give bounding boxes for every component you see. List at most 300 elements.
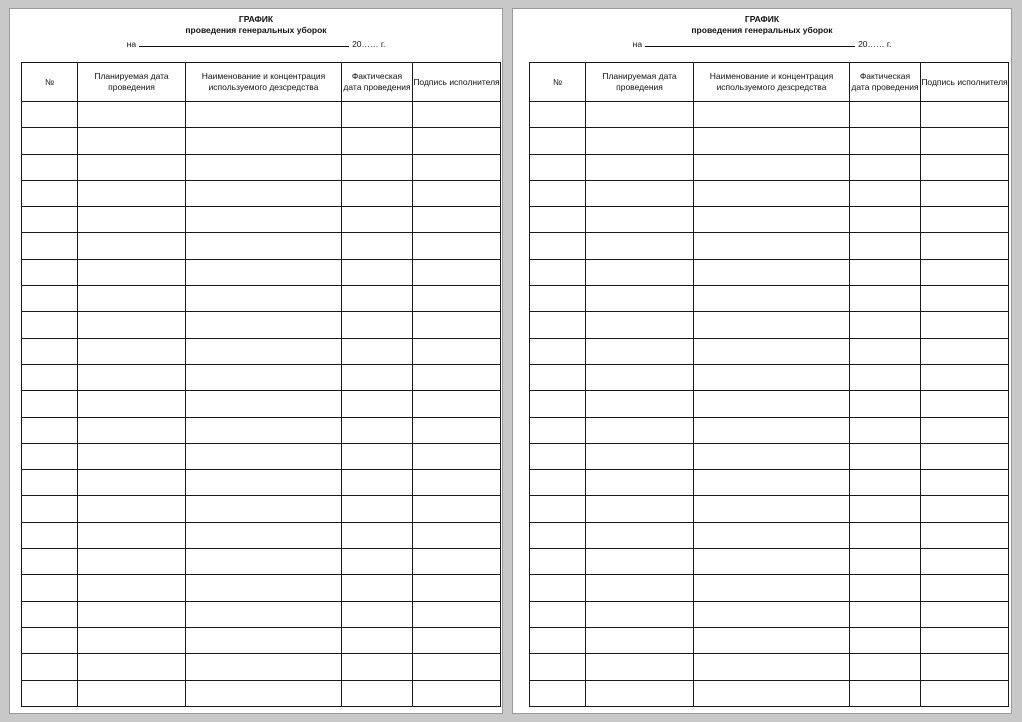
table-row (530, 102, 1009, 128)
cell-disinfectant[interactable] (694, 522, 850, 548)
table-row (22, 102, 501, 128)
cell-actual-date[interactable] (850, 417, 921, 443)
cell-planned-date[interactable] (78, 102, 186, 128)
cell-number[interactable] (530, 180, 586, 206)
cell-number[interactable] (22, 259, 78, 285)
cell-signature[interactable] (413, 417, 501, 443)
cell-actual-date[interactable] (342, 601, 413, 627)
date-prefix: на (126, 39, 137, 49)
cell-planned-date[interactable] (78, 654, 186, 680)
table-row (530, 417, 1009, 443)
cell-planned-date[interactable] (78, 364, 186, 390)
cell-disinfectant[interactable] (694, 417, 850, 443)
cell-number[interactable] (22, 654, 78, 680)
cell-actual-date[interactable] (342, 496, 413, 522)
cell-signature[interactable] (413, 286, 501, 312)
cell-planned-date[interactable] (586, 654, 694, 680)
cell-disinfectant[interactable] (694, 102, 850, 128)
cell-disinfectant[interactable] (186, 259, 342, 285)
cell-number[interactable] (530, 259, 586, 285)
cell-signature[interactable] (413, 207, 501, 233)
cell-number[interactable] (22, 312, 78, 338)
cell-planned-date[interactable] (586, 601, 694, 627)
cell-actual-date[interactable] (850, 575, 921, 601)
header-number: № (22, 63, 78, 102)
cell-signature[interactable] (413, 180, 501, 206)
cell-signature[interactable] (413, 259, 501, 285)
cell-number[interactable] (530, 680, 586, 706)
cell-planned-date[interactable] (586, 443, 694, 469)
cell-signature[interactable] (921, 627, 1009, 653)
cell-signature[interactable] (921, 549, 1009, 575)
cell-number[interactable] (530, 102, 586, 128)
table-row (22, 496, 501, 522)
cell-actual-date[interactable] (850, 549, 921, 575)
cell-signature[interactable] (921, 654, 1009, 680)
cell-actual-date[interactable] (850, 128, 921, 154)
date-suffix: 20…… г. (352, 39, 386, 49)
cell-disinfectant[interactable] (694, 496, 850, 522)
cell-actual-date[interactable] (342, 417, 413, 443)
cell-actual-date[interactable] (342, 575, 413, 601)
cell-disinfectant[interactable] (694, 128, 850, 154)
cell-planned-date[interactable] (78, 233, 186, 259)
cell-planned-date[interactable] (78, 312, 186, 338)
cell-planned-date[interactable] (78, 496, 186, 522)
cell-planned-date[interactable] (78, 259, 186, 285)
cell-disinfectant[interactable] (186, 496, 342, 522)
cell-actual-date[interactable] (850, 680, 921, 706)
cell-actual-date[interactable] (850, 338, 921, 364)
cell-signature[interactable] (921, 286, 1009, 312)
cell-actual-date[interactable] (342, 654, 413, 680)
cell-actual-date[interactable] (850, 154, 921, 180)
cell-disinfectant[interactable] (694, 364, 850, 390)
table-row (22, 391, 501, 417)
cell-disinfectant[interactable] (694, 680, 850, 706)
cell-planned-date[interactable] (78, 522, 186, 548)
table-row (530, 312, 1009, 338)
table-row (530, 680, 1009, 706)
cell-actual-date[interactable] (342, 680, 413, 706)
cell-planned-date[interactable] (586, 680, 694, 706)
sheet-subtitle: проведения генеральных уборок (185, 25, 327, 35)
cell-actual-date[interactable] (850, 522, 921, 548)
cell-planned-date[interactable] (586, 496, 694, 522)
cell-number[interactable] (22, 338, 78, 364)
cell-signature[interactable] (921, 443, 1009, 469)
cell-planned-date[interactable] (586, 338, 694, 364)
table-row (22, 680, 501, 706)
cell-planned-date[interactable] (78, 417, 186, 443)
table-row (530, 180, 1009, 206)
cell-actual-date[interactable] (342, 128, 413, 154)
cell-disinfectant[interactable] (694, 312, 850, 338)
table-row (530, 654, 1009, 680)
cell-signature[interactable] (921, 391, 1009, 417)
cell-signature[interactable] (921, 417, 1009, 443)
table-row (530, 128, 1009, 154)
date-prefix: на (632, 39, 643, 49)
cell-signature[interactable] (413, 364, 501, 390)
header-number: № (530, 63, 586, 102)
cell-number[interactable] (22, 364, 78, 390)
cell-number[interactable] (22, 549, 78, 575)
cell-disinfectant[interactable] (694, 207, 850, 233)
cell-actual-date[interactable] (850, 286, 921, 312)
header-actual-date: Фактическая дата проведения (850, 63, 921, 102)
cell-planned-date[interactable] (78, 286, 186, 312)
cell-signature[interactable] (413, 391, 501, 417)
cell-signature[interactable] (413, 549, 501, 575)
cell-planned-date[interactable] (586, 391, 694, 417)
cell-number[interactable] (22, 391, 78, 417)
cell-number[interactable] (530, 417, 586, 443)
table-row (530, 364, 1009, 390)
cell-signature[interactable] (921, 470, 1009, 496)
cell-number[interactable] (22, 627, 78, 653)
cell-number[interactable] (22, 154, 78, 180)
cell-disinfectant[interactable] (694, 601, 850, 627)
header-signature: Подпись исполнителя (413, 63, 501, 102)
table-row (530, 627, 1009, 653)
cell-planned-date[interactable] (78, 180, 186, 206)
cell-disinfectant[interactable] (186, 154, 342, 180)
table-row (530, 470, 1009, 496)
cell-number[interactable] (530, 128, 586, 154)
table-row (22, 364, 501, 390)
cell-disinfectant[interactable] (186, 522, 342, 548)
table-row (22, 180, 501, 206)
cell-disinfectant[interactable] (186, 601, 342, 627)
table-row (530, 549, 1009, 575)
table-row (530, 443, 1009, 469)
cell-disinfectant[interactable] (694, 259, 850, 285)
table-row (22, 233, 501, 259)
cell-planned-date[interactable] (586, 259, 694, 285)
cell-signature[interactable] (921, 601, 1009, 627)
cell-disinfectant[interactable] (694, 180, 850, 206)
cell-signature[interactable] (413, 338, 501, 364)
header-signature: Подпись исполнителя (921, 63, 1009, 102)
cell-number[interactable] (530, 470, 586, 496)
cell-signature[interactable] (413, 102, 501, 128)
cell-planned-date[interactable] (586, 102, 694, 128)
sheet-subtitle: проведения генеральных уборок (691, 25, 833, 35)
cell-signature[interactable] (413, 496, 501, 522)
cell-number[interactable] (530, 654, 586, 680)
table-row (530, 259, 1009, 285)
cell-signature[interactable] (413, 154, 501, 180)
date-blank-field[interactable] (139, 38, 349, 47)
table-row (22, 338, 501, 364)
cell-planned-date[interactable] (586, 549, 694, 575)
table-row (22, 575, 501, 601)
cell-signature[interactable] (413, 312, 501, 338)
cell-actual-date[interactable] (342, 627, 413, 653)
date-line (10, 38, 502, 50)
cell-disinfectant[interactable] (186, 312, 342, 338)
cell-number[interactable] (530, 391, 586, 417)
cell-number[interactable] (22, 233, 78, 259)
cell-signature[interactable] (921, 312, 1009, 338)
cell-signature[interactable] (413, 601, 501, 627)
cell-signature[interactable] (413, 575, 501, 601)
schedule-table (529, 62, 1009, 707)
cell-number[interactable] (22, 470, 78, 496)
cell-planned-date[interactable] (586, 207, 694, 233)
table-row (22, 207, 501, 233)
schedule-table (21, 62, 501, 707)
cell-planned-date[interactable] (586, 364, 694, 390)
cell-planned-date[interactable] (78, 154, 186, 180)
cell-disinfectant[interactable] (186, 417, 342, 443)
table-row (22, 601, 501, 627)
cell-signature[interactable] (921, 207, 1009, 233)
header-disinfectant: Наименование и концентрация используемого дезсредства (186, 63, 342, 102)
cell-actual-date[interactable] (342, 207, 413, 233)
cell-number[interactable] (530, 575, 586, 601)
cell-planned-date[interactable] (586, 417, 694, 443)
table-row (22, 443, 501, 469)
cell-disinfectant[interactable] (186, 627, 342, 653)
table-row (22, 549, 501, 575)
cell-number[interactable] (22, 128, 78, 154)
cell-planned-date[interactable] (586, 627, 694, 653)
cell-disinfectant[interactable] (694, 549, 850, 575)
cell-disinfectant[interactable] (694, 391, 850, 417)
cell-actual-date[interactable] (850, 470, 921, 496)
cell-number[interactable] (530, 601, 586, 627)
cell-signature[interactable] (413, 443, 501, 469)
cell-signature[interactable] (921, 522, 1009, 548)
cell-signature[interactable] (921, 364, 1009, 390)
date-suffix: 20…… г. (858, 39, 892, 49)
table-header-row (22, 63, 501, 102)
cell-number[interactable] (530, 312, 586, 338)
cell-number[interactable] (22, 180, 78, 206)
cell-number[interactable] (22, 286, 78, 312)
cell-planned-date[interactable] (586, 470, 694, 496)
cell-signature[interactable] (921, 575, 1009, 601)
cell-planned-date[interactable] (586, 286, 694, 312)
cell-disinfectant[interactable] (186, 654, 342, 680)
table-row (530, 496, 1009, 522)
table-row (22, 259, 501, 285)
cell-disinfectant[interactable] (694, 654, 850, 680)
cell-disinfectant[interactable] (186, 364, 342, 390)
cell-actual-date[interactable] (850, 443, 921, 469)
cell-planned-date[interactable] (78, 443, 186, 469)
cell-signature[interactable] (413, 233, 501, 259)
table-row (22, 627, 501, 653)
cell-signature[interactable] (921, 338, 1009, 364)
cell-planned-date[interactable] (586, 522, 694, 548)
table-row (530, 233, 1009, 259)
cell-planned-date[interactable] (586, 128, 694, 154)
cell-number[interactable] (530, 207, 586, 233)
cell-number[interactable] (530, 627, 586, 653)
table-row (22, 417, 501, 443)
cell-disinfectant[interactable] (694, 154, 850, 180)
cell-disinfectant[interactable] (186, 180, 342, 206)
table-row (530, 338, 1009, 364)
cell-number[interactable] (530, 496, 586, 522)
cell-disinfectant[interactable] (694, 470, 850, 496)
schedule-sheet-left (9, 8, 503, 714)
cell-planned-date[interactable] (586, 312, 694, 338)
cell-number[interactable] (530, 522, 586, 548)
cell-disinfectant[interactable] (694, 233, 850, 259)
cell-number[interactable] (530, 286, 586, 312)
cell-number[interactable] (22, 601, 78, 627)
cell-planned-date[interactable] (78, 627, 186, 653)
cell-number[interactable] (530, 233, 586, 259)
schedule-sheet-right (512, 8, 1012, 714)
cell-disinfectant[interactable] (694, 338, 850, 364)
table-row (22, 654, 501, 680)
cell-number[interactable] (22, 575, 78, 601)
cell-disinfectant[interactable] (186, 233, 342, 259)
cell-number[interactable] (22, 680, 78, 706)
table-row (530, 154, 1009, 180)
table-row (22, 470, 501, 496)
cell-disinfectant[interactable] (186, 680, 342, 706)
cell-actual-date[interactable] (342, 180, 413, 206)
cell-actual-date[interactable] (850, 102, 921, 128)
header-actual-date: Фактическая дата проведения (342, 63, 413, 102)
cell-planned-date[interactable] (78, 338, 186, 364)
cell-signature[interactable] (413, 128, 501, 154)
cell-number[interactable] (22, 496, 78, 522)
cell-planned-date[interactable] (78, 549, 186, 575)
table-row (22, 522, 501, 548)
cell-number[interactable] (530, 443, 586, 469)
cell-disinfectant[interactable] (186, 128, 342, 154)
header-disinfectant: Наименование и концентрация используемого дезсредства (694, 63, 850, 102)
cell-disinfectant[interactable] (694, 443, 850, 469)
table-row (530, 575, 1009, 601)
cell-disinfectant[interactable] (694, 627, 850, 653)
cell-number[interactable] (22, 443, 78, 469)
table-row (530, 601, 1009, 627)
cell-number[interactable] (22, 207, 78, 233)
table-row (530, 522, 1009, 548)
cell-actual-date[interactable] (342, 286, 413, 312)
cell-planned-date[interactable] (78, 391, 186, 417)
cell-signature[interactable] (413, 522, 501, 548)
cell-actual-date[interactable] (850, 627, 921, 653)
cell-number[interactable] (530, 364, 586, 390)
cell-disinfectant[interactable] (694, 286, 850, 312)
table-row (22, 128, 501, 154)
cell-actual-date[interactable] (850, 180, 921, 206)
table-row (530, 286, 1009, 312)
cell-planned-date[interactable] (78, 575, 186, 601)
cell-disinfectant[interactable] (186, 102, 342, 128)
cell-planned-date[interactable] (586, 154, 694, 180)
cell-planned-date[interactable] (586, 180, 694, 206)
cell-actual-date[interactable] (342, 391, 413, 417)
cell-actual-date[interactable] (850, 496, 921, 522)
cell-signature[interactable] (921, 233, 1009, 259)
cell-number[interactable] (22, 417, 78, 443)
cell-disinfectant[interactable] (186, 207, 342, 233)
cell-signature[interactable] (921, 180, 1009, 206)
cell-actual-date[interactable] (342, 312, 413, 338)
cell-number[interactable] (22, 522, 78, 548)
cell-signature[interactable] (413, 470, 501, 496)
sheet-title: ГРАФИК (238, 14, 274, 24)
cell-number[interactable] (22, 102, 78, 128)
cell-actual-date[interactable] (342, 364, 413, 390)
date-line (513, 38, 1011, 50)
cell-planned-date[interactable] (78, 680, 186, 706)
cell-planned-date[interactable] (586, 233, 694, 259)
cell-disinfectant[interactable] (186, 391, 342, 417)
header-planned-date: Планируемая дата проведения (78, 63, 186, 102)
cell-disinfectant[interactable] (186, 286, 342, 312)
cell-actual-date[interactable] (342, 233, 413, 259)
cell-signature[interactable] (413, 627, 501, 653)
cell-disinfectant[interactable] (186, 549, 342, 575)
cell-signature[interactable] (921, 680, 1009, 706)
cell-planned-date[interactable] (78, 470, 186, 496)
cell-actual-date[interactable] (850, 312, 921, 338)
cell-number[interactable] (530, 154, 586, 180)
cell-actual-date[interactable] (850, 364, 921, 390)
cell-actual-date[interactable] (342, 154, 413, 180)
cell-planned-date[interactable] (78, 128, 186, 154)
cell-actual-date[interactable] (342, 470, 413, 496)
cell-signature[interactable] (921, 102, 1009, 128)
cell-disinfectant[interactable] (186, 443, 342, 469)
cell-signature[interactable] (921, 496, 1009, 522)
cell-signature[interactable] (921, 259, 1009, 285)
cell-actual-date[interactable] (342, 338, 413, 364)
cell-disinfectant[interactable] (186, 575, 342, 601)
table-row (22, 312, 501, 338)
cell-actual-date[interactable] (342, 549, 413, 575)
cell-signature[interactable] (413, 680, 501, 706)
cell-signature[interactable] (921, 128, 1009, 154)
cell-actual-date[interactable] (342, 102, 413, 128)
cell-actual-date[interactable] (850, 391, 921, 417)
cell-actual-date[interactable] (342, 259, 413, 285)
table-row (22, 286, 501, 312)
cell-actual-date[interactable] (850, 601, 921, 627)
cell-disinfectant[interactable] (186, 338, 342, 364)
cell-actual-date[interactable] (850, 233, 921, 259)
cell-actual-date[interactable] (850, 207, 921, 233)
cell-number[interactable] (530, 338, 586, 364)
cell-actual-date[interactable] (850, 259, 921, 285)
cell-actual-date[interactable] (342, 443, 413, 469)
cell-actual-date[interactable] (850, 654, 921, 680)
cell-planned-date[interactable] (586, 575, 694, 601)
sheet-title: ГРАФИК (744, 14, 780, 24)
cell-signature[interactable] (413, 654, 501, 680)
table-header-row (530, 63, 1009, 102)
cell-planned-date[interactable] (78, 207, 186, 233)
cell-signature[interactable] (921, 154, 1009, 180)
cell-number[interactable] (530, 549, 586, 575)
cell-planned-date[interactable] (78, 601, 186, 627)
cell-actual-date[interactable] (342, 522, 413, 548)
cell-disinfectant[interactable] (186, 470, 342, 496)
cell-disinfectant[interactable] (694, 575, 850, 601)
date-blank-field[interactable] (645, 38, 855, 47)
